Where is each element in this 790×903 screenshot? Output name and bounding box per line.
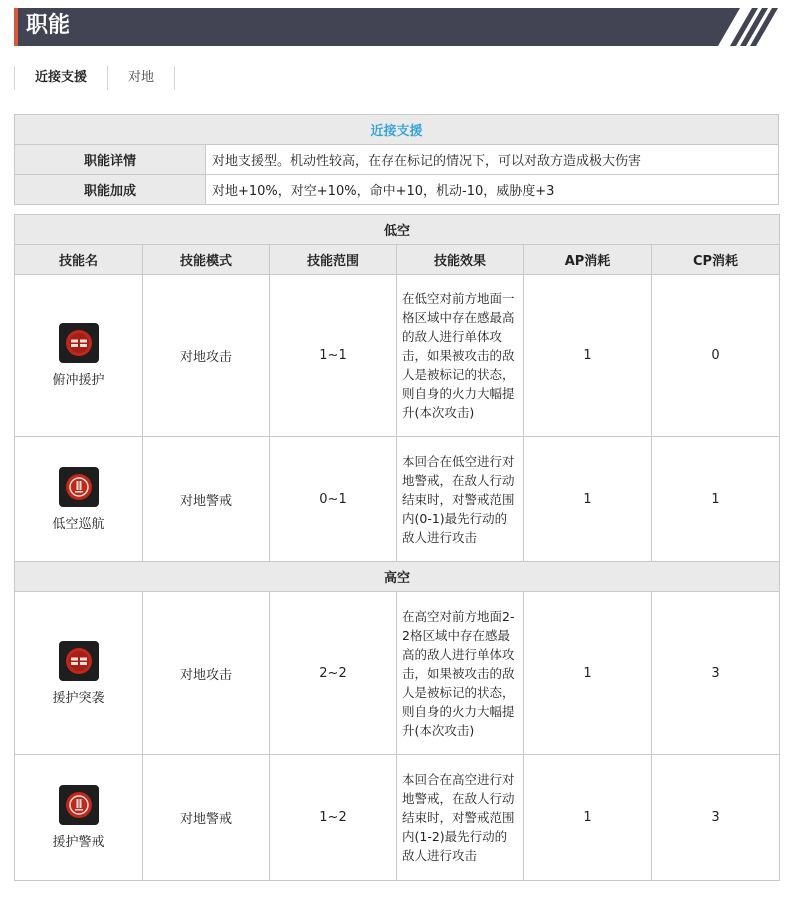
header-accent-bar xyxy=(14,8,18,46)
col-header-cp-cost: CP消耗 xyxy=(652,245,780,275)
table-row xyxy=(15,755,780,881)
skill-cp-cost: 3 xyxy=(652,592,780,755)
skill-name: 低空巡航 xyxy=(52,516,105,532)
skill-range: 2~2 xyxy=(270,592,397,755)
strike-icon xyxy=(59,641,99,681)
alert-icon xyxy=(59,785,99,825)
col-header-skill-effect: 技能效果 xyxy=(397,245,524,275)
skill-effect: 在高空对前方地面2-2格区域中存在感最高的敌人进行单体攻击，如果被攻击的敌人是被标记的状态，则自身的火力大幅提升(本次攻击) xyxy=(397,592,524,755)
col-header-skill-range: 技能范围 xyxy=(270,245,397,275)
skill-effect: 本回合在高空进行对地警戒，在敌人行动结束时，对警戒范围内(1-2)最先行动的敌人进行攻击 xyxy=(397,755,524,881)
skill-name: 援护突袭 xyxy=(52,690,105,706)
skill-table xyxy=(14,214,780,881)
section-high-altitude: 高空 xyxy=(15,562,780,592)
role-bonus-label: 职能加成 xyxy=(15,175,206,205)
tab-melee-support[interactable]: 近接支援 xyxy=(14,66,107,90)
skill-ap-cost: 1 xyxy=(524,755,652,881)
skill-name-cell xyxy=(15,437,143,562)
skill-ap-cost: 1 xyxy=(524,275,652,437)
skill-cp-cost: 0 xyxy=(652,275,780,437)
tab-anti-ground[interactable]: 对地 xyxy=(107,66,175,90)
skill-mode: 对地警戒 xyxy=(143,437,270,562)
skill-ap-cost: 1 xyxy=(524,592,652,755)
skill-effect: 在低空对前方地面一格区域中存在感最高的敌人进行单体攻击，如果被攻击的敌人是被标记的状态，则自身的火力大幅提升(本次攻击) xyxy=(397,275,524,437)
skill-name-cell xyxy=(15,592,143,755)
role-tabs xyxy=(14,66,175,90)
skill-range: 1~1 xyxy=(270,275,397,437)
table-row xyxy=(15,275,780,437)
skill-range: 0~1 xyxy=(270,437,397,562)
col-header-skill-mode: 技能模式 xyxy=(143,245,270,275)
alert-icon xyxy=(59,467,99,507)
section-header xyxy=(14,8,778,46)
skill-name-cell xyxy=(15,755,143,881)
table-row xyxy=(15,175,779,205)
skill-cp-cost: 3 xyxy=(652,755,780,881)
role-table-caption: 近接支援 xyxy=(15,115,779,145)
skill-range: 1~2 xyxy=(270,755,397,881)
skill-name: 援护警戒 xyxy=(52,835,105,850)
role-bonus-value: 对地+10%，对空+10%，命中+10，机动-10，威胁度+3 xyxy=(206,175,779,205)
section-low-altitude: 低空 xyxy=(15,215,780,245)
role-detail-value: 对地支援型。机动性较高，在存在标记的情况下，可以对敌方造成极大伤害 xyxy=(206,145,779,175)
table-row xyxy=(15,437,780,562)
strike-icon xyxy=(59,323,99,363)
col-header-skill-name: 技能名 xyxy=(15,245,143,275)
role-detail-label: 职能详情 xyxy=(15,145,206,175)
header-stripes-decoration xyxy=(718,8,778,46)
skill-cp-cost: 1 xyxy=(652,437,780,562)
role-info-table xyxy=(14,114,779,205)
skill-effect: 本回合在低空进行对地警戒，在敌人行动结束时，对警戒范围内(0-1)最先行动的敌人进行攻击 xyxy=(397,437,524,562)
skill-ap-cost: 1 xyxy=(524,437,652,562)
section-title: 职能 xyxy=(26,13,71,38)
skill-mode: 对地警戒 xyxy=(143,755,270,881)
table-row xyxy=(15,145,779,175)
skill-name: 俯冲援护 xyxy=(52,373,105,388)
table-row xyxy=(15,592,780,755)
col-header-ap-cost: AP消耗 xyxy=(524,245,652,275)
skill-mode: 对地攻击 xyxy=(143,592,270,755)
skill-mode: 对地攻击 xyxy=(143,275,270,437)
skill-name-cell xyxy=(15,275,143,437)
